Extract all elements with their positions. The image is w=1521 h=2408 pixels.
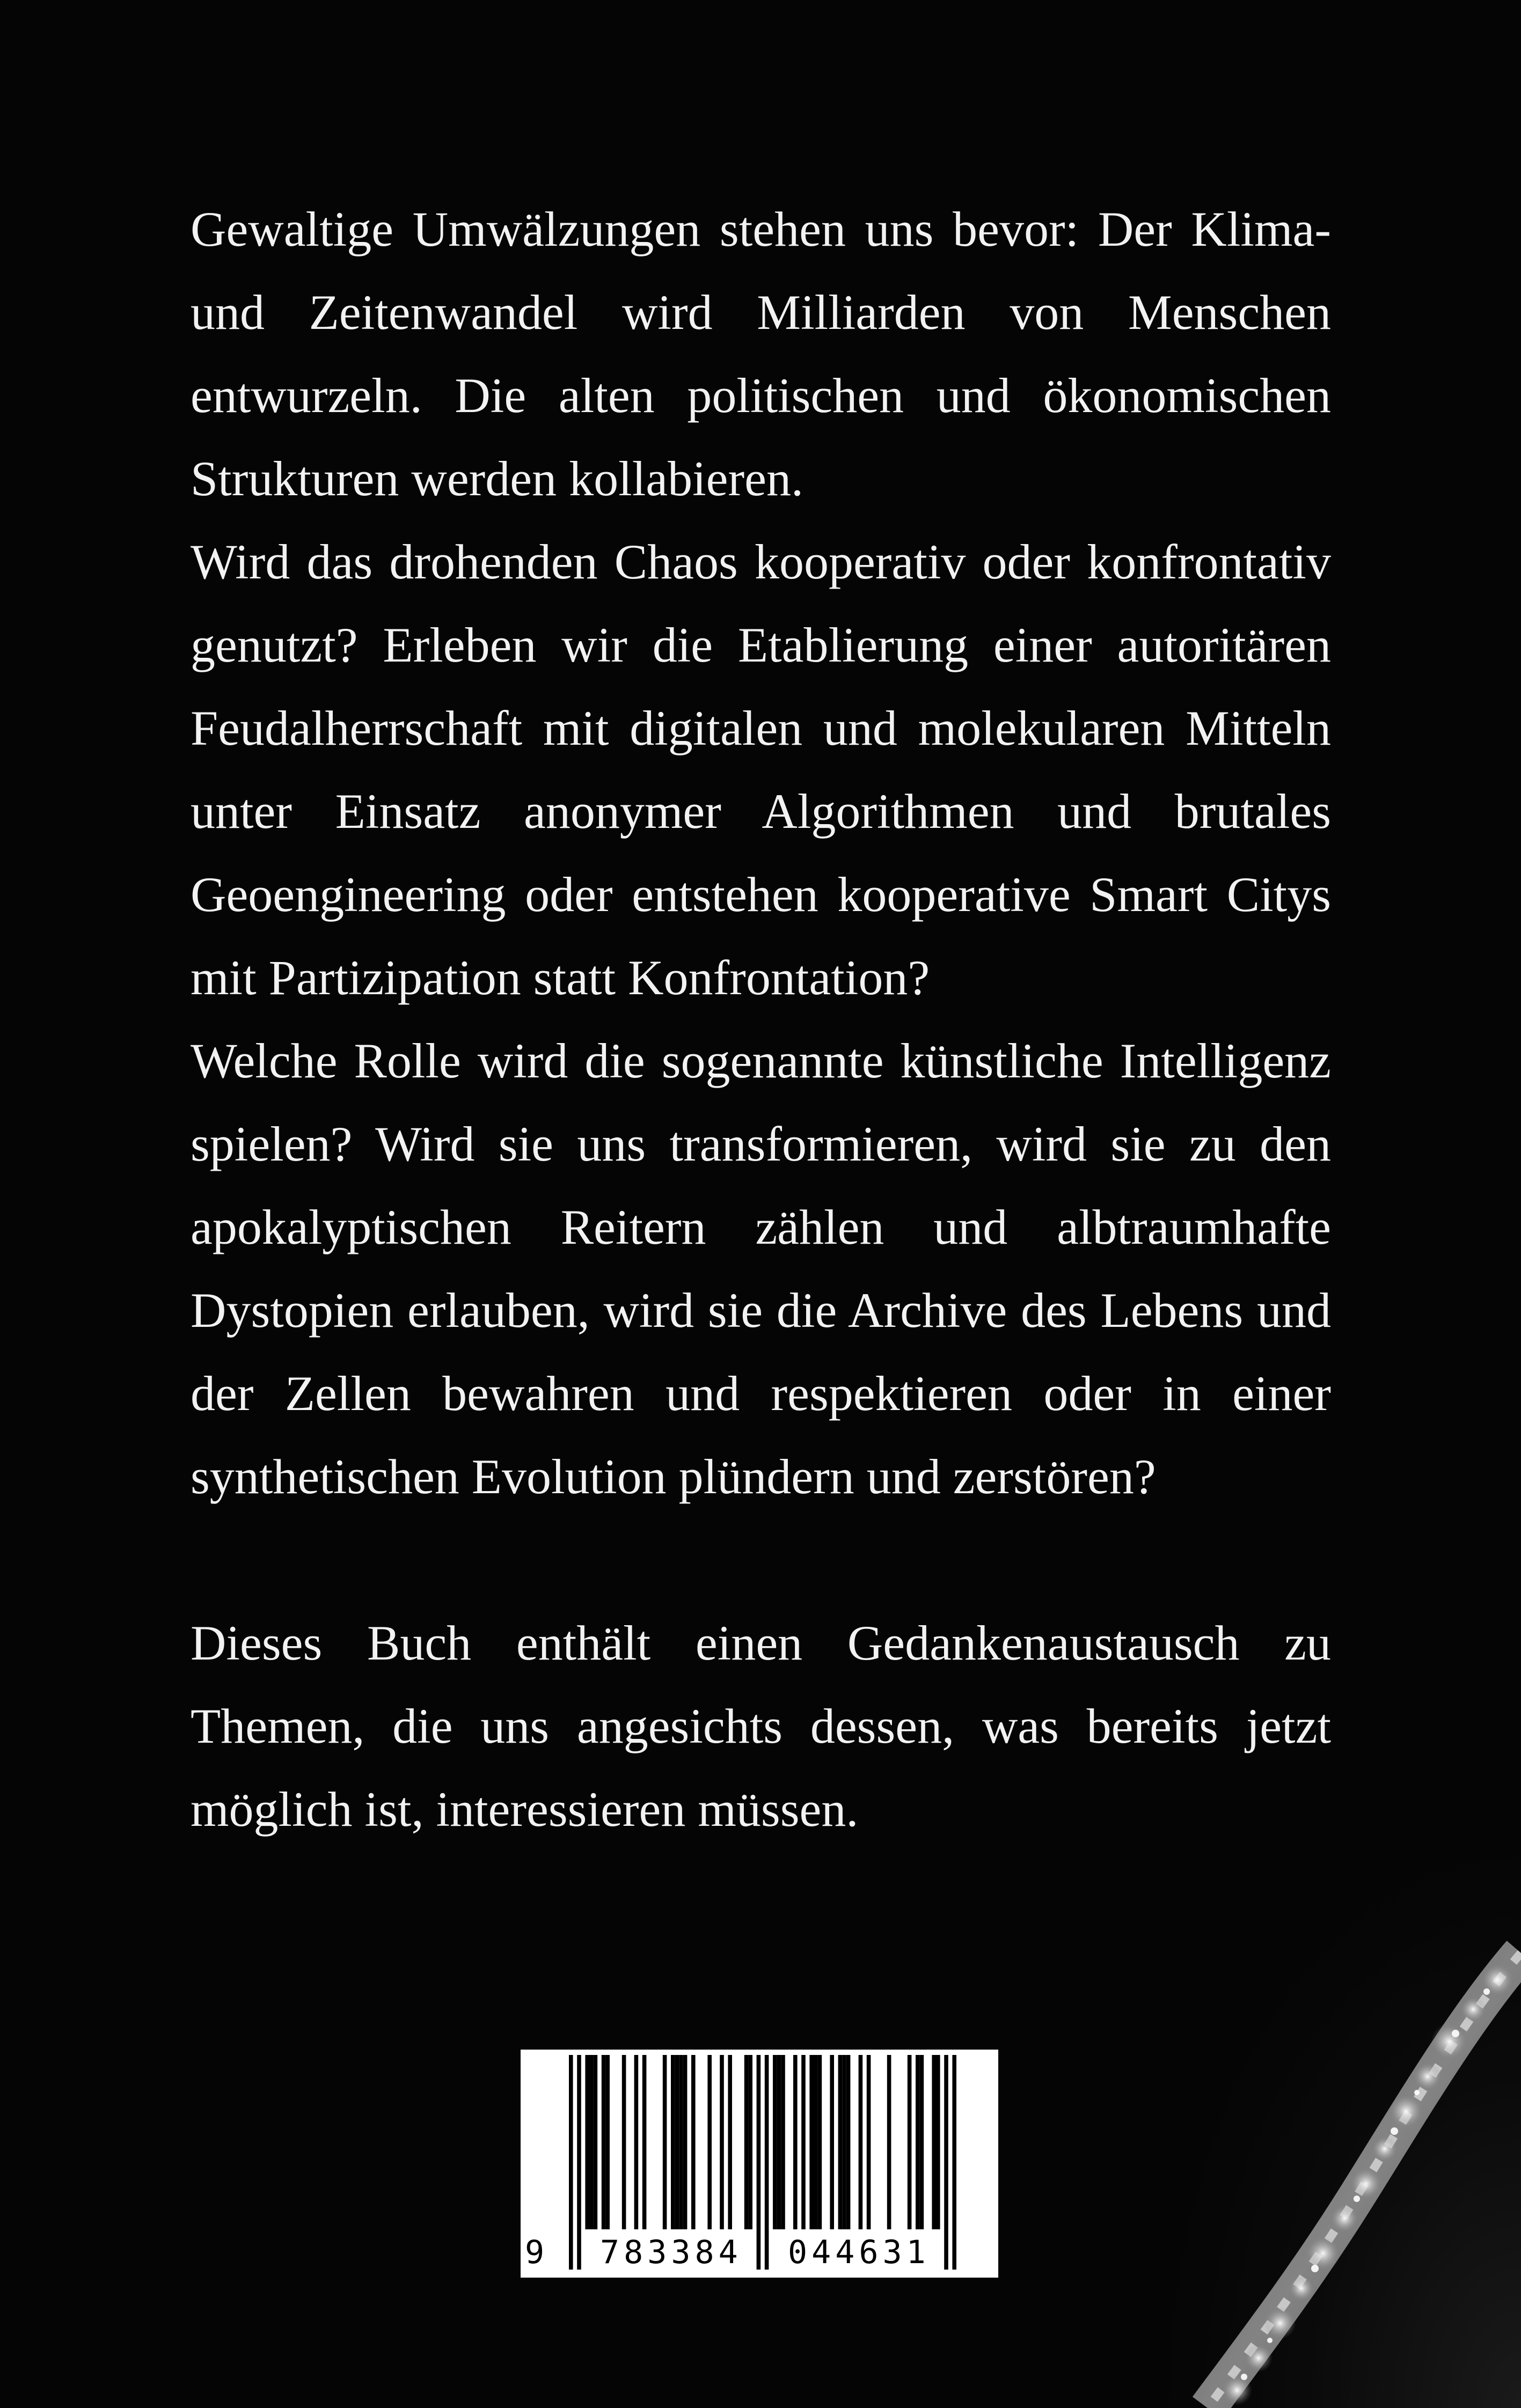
barcode-bar (605, 2055, 610, 2229)
barcode-bar (842, 2055, 846, 2229)
barcode-bar (773, 2055, 777, 2229)
barcode-bar (748, 2055, 752, 2229)
barcode-bar (859, 2055, 863, 2229)
barcode-bar (952, 2055, 956, 2270)
barcode-bar (908, 2055, 912, 2229)
barcode-bar (818, 2055, 822, 2229)
blurb-paragraph: Welche Rolle wird die sogenannte künstliche Intelligenz spielen? Wird sie uns transformieren, wird sie zu den apokalyptischen Reitern zählen und albtraumhafte Dystopien erlauben, wird sie die Archive des Lebens und der Zellen bewahren und respektieren oder in einer synthetischen Evolution plündern und zerstören? (191, 1033, 1331, 1504)
barcode-digit-lead: 9 (525, 2231, 549, 2274)
barcode-bar (809, 2055, 814, 2229)
blurb-text (191, 188, 1331, 1851)
barcode-bar (765, 2055, 769, 2270)
barcode-bar (801, 2055, 806, 2229)
barcode-bar (814, 2055, 818, 2229)
barcode-digits-left: 783384 (600, 2231, 742, 2274)
barcode-bar (642, 2055, 647, 2229)
barcode-bar (846, 2055, 851, 2229)
barcode-bar (728, 2055, 732, 2229)
barcode-digits-right: 044631 (788, 2231, 930, 2274)
barcode-bar (793, 2055, 798, 2229)
barcode-bar (781, 2055, 785, 2229)
barcode-bar (671, 2055, 675, 2229)
barcode-bar (830, 2055, 834, 2229)
barcode-bar (887, 2055, 891, 2229)
barcode-bar (589, 2055, 594, 2229)
barcode-bar (916, 2055, 920, 2229)
barcode-bar (683, 2055, 688, 2229)
barcode-bar (679, 2055, 683, 2229)
isbn-barcode (521, 2050, 998, 2278)
barcode-bar (569, 2055, 573, 2270)
barcode-bar (936, 2055, 940, 2229)
barcode-bar (944, 2055, 948, 2270)
barcode-bar (622, 2055, 626, 2229)
barcode-bar (777, 2055, 781, 2229)
barcode-bar (707, 2055, 712, 2229)
barcode-bar (675, 2055, 679, 2229)
barcode-bar (634, 2055, 639, 2229)
barcode-bar (932, 2055, 936, 2229)
blurb-paragraph: Gewaltige Umwälzungen stehen uns bevor: Der Klima- und Zeitenwandel wird Milliarden von Menschen entwurzeln. Die alten politischen und ökonomischen Strukturen werden kollabieren. (191, 202, 1331, 506)
barcode-bar (744, 2055, 749, 2229)
barcode-bar (838, 2055, 843, 2229)
barcode-bar (867, 2055, 871, 2229)
barcode-bar (920, 2055, 924, 2229)
barcode-bar (594, 2055, 598, 2229)
barcode-bar (585, 2055, 589, 2229)
barcode-bar (757, 2055, 761, 2270)
barcode-bar (663, 2055, 667, 2229)
blurb-paragraph: Dieses Buch enthält einen Gedankenaustausch zu Themen, die uns angesichts dessen, was bereits jetzt möglich ist, interessieren müssen. (191, 1616, 1331, 1837)
barcode-bar (720, 2055, 724, 2229)
barcode-bar (602, 2055, 606, 2229)
barcode-bar (577, 2055, 581, 2270)
barcode-bar (691, 2055, 696, 2229)
blurb-paragraph: Wird das drohenden Chaos kooperativ oder konfrontativ genutzt? Erleben wir die Etablierung einer autoritären Feudalherrschaft mit digitalen und molekularen Mitteln unter Einsatz anonymer Algorithmen und brutales Geoengineering oder entstehen kooperative Smart Citys mit Partizipation statt Konfrontation? (191, 534, 1331, 1005)
